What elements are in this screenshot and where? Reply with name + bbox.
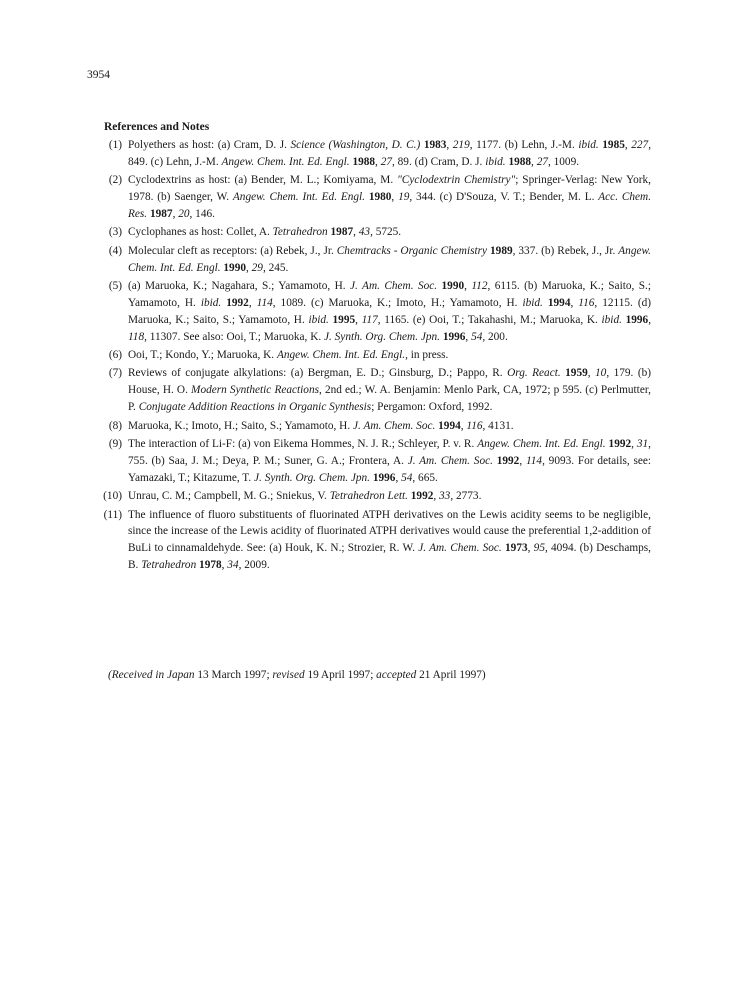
accepted-date: 21 April	[419, 669, 457, 681]
received-dates	[108, 669, 486, 681]
revised-year: 1997;	[347, 669, 374, 681]
reference-text: The influence of fluoro substituents of fluorinated ATPH derivatives on the Lewis acidity seems to be negligible, since the increase of the Lewis acidity of fluorinated ATPH derivatives would cause the preferential 1,2-addition of BuLi to cinnamaldehyde. See: (a) Houk, K. N.; Strozier, R. W. J. Am. Chem. Soc. 1973, 95, 4094. (b) Deschamps, B. Tetrahedron 1978, 34, 2009.	[128, 508, 651, 571]
reference-text: Ooi, T.; Kondo, Y.; Maruoka, K. Angew. Chem. Int. Ed. Engl., in press.	[128, 349, 449, 361]
reference-item	[104, 365, 651, 415]
reference-number: (1)	[108, 139, 122, 151]
reference-item	[104, 137, 651, 171]
reference-text: The interaction of Li-F: (a) von Eikema Hommes, N. J. R.; Schleyer, P. v. R. Angew. Chem. Int. Ed. Engl. 1992, 31, 755. (b) Saa, J. M.; Deya, P. M.; Suner, G. A.; Frontera, A. J. Am. Chem. Soc. 1992, 114, 9093. For details, see: Yamazaki, T.; Kitazume, T. J. Synth. Org. Chem. Jpn. 1996, 54, 665.	[128, 438, 652, 484]
reference-number: (5)	[108, 280, 122, 293]
references-section	[104, 121, 651, 575]
accepted-year: 1997)	[459, 669, 486, 681]
reference-number: (7)	[108, 367, 122, 380]
received-date: 13 March	[197, 669, 242, 681]
reference-text: Cyclodextrins as host: (a) Bender, M. L.; Komiyama, M. "Cyclodextrin Chemistry"; Springer-Verlag: New York, 1978. (b) Saenger, W. Angew. Chem. Int. Ed. Engl. 1980, 19, 344. (c) D'Souza, V. T.; Bender, M. L. Acc. Chem. Res. 1987, 20, 146.	[128, 174, 652, 220]
reference-text: Maruoka, K.; Imoto, H.; Saito, S.; Yamamoto, H. J. Am. Chem. Soc. 1994, 116, 4131.	[128, 419, 514, 432]
page-number: 3954	[87, 69, 110, 81]
received-year: 1997;	[243, 669, 270, 681]
reference-text: Cyclophanes as host: Collet, A. Tetrahedron 1987, 43, 5725.	[128, 226, 402, 239]
reference-number: (11)	[103, 508, 122, 521]
revised-label: revised	[272, 669, 305, 681]
reference-item	[104, 278, 651, 345]
reference-list	[104, 137, 651, 574]
references-heading: References and Notes	[104, 121, 210, 133]
reference-item	[104, 418, 651, 435]
revised-date: 19 April	[307, 669, 345, 681]
reference-text: Molecular cleft as receptors: (a) Rebek, J., Jr. Chemtracks - Organic Chemistry 1989, 337. (b) Rebek, J., Jr. Angew. Chem. Int. Ed. Engl. 1990, 29, 245.	[128, 244, 651, 274]
reference-number: (2)	[108, 174, 122, 187]
reference-number: (9)	[108, 438, 122, 451]
reference-item	[104, 224, 651, 241]
reference-number: (10)	[103, 490, 122, 503]
reference-item	[104, 436, 651, 486]
reference-number: (8)	[108, 419, 122, 432]
accepted-label: accepted	[376, 669, 417, 681]
reference-text: Reviews of conjugate alkylations: (a) Bergman, E. D.; Ginsburg, D.; Pappo, R. Org. React. 1959, 10, 179. (b) House, H. O. Modern Synthetic Reactions, 2nd ed.; W. A. Benjamin: Menlo Park, CA, 1972; p 595. (c) Perlmutter, P. Conjugate Addition Reactions in Organic Synthesis; Pergamon: Oxford, 1992.	[128, 367, 651, 414]
reference-item	[104, 488, 651, 505]
reference-number: (4)	[108, 244, 122, 257]
reference-item	[104, 172, 651, 222]
reference-text: Polyethers as host: (a) Cram, D. J. Science (Washington, D. C.) 1983, 219, 1177. (b) Lehn, J.-M. ibid. 1985, 227, 849. (c) Lehn, J.-M. Angew. Chem. Int. Ed. Engl. 1988, 27, 89. (d) Cram, D. J. ibid. 1988, 27, 1009.	[128, 139, 652, 168]
reference-number: (3)	[108, 226, 122, 239]
reference-item	[104, 243, 651, 277]
reference-item	[104, 347, 651, 364]
reference-text: Unrau, C. M.; Campbell, M. G.; Sniekus, V. Tetrahedron Lett. 1992, 33, 2773.	[128, 490, 482, 503]
reference-item	[104, 507, 651, 574]
received-label: (Received in Japan	[108, 669, 195, 681]
reference-number: (6)	[108, 349, 122, 361]
reference-text: (a) Maruoka, K.; Nagahara, S.; Yamamoto, H. J. Am. Chem. Soc. 1990, 112, 6115. (b) Maruoka, K.; Saito, S.; Yamamoto, H. ibid. 1992, 114, 1089. (c) Maruoka, K.; Imoto, H.; Yamamoto, H. ibid. 1994, 116, 12115. (d) Maruoka, K.; Saito, S.; Yamamoto, H. ibid. 1995, 117, 1165. (e) Ooi, T.; Takahashi, M.; Maruoka, K. ibid. 1996, 118, 11307. See also: Ooi, T.; Maruoka, K. J. Synth. Org. Chem. Jpn. 1996, 54, 200.	[128, 280, 652, 343]
